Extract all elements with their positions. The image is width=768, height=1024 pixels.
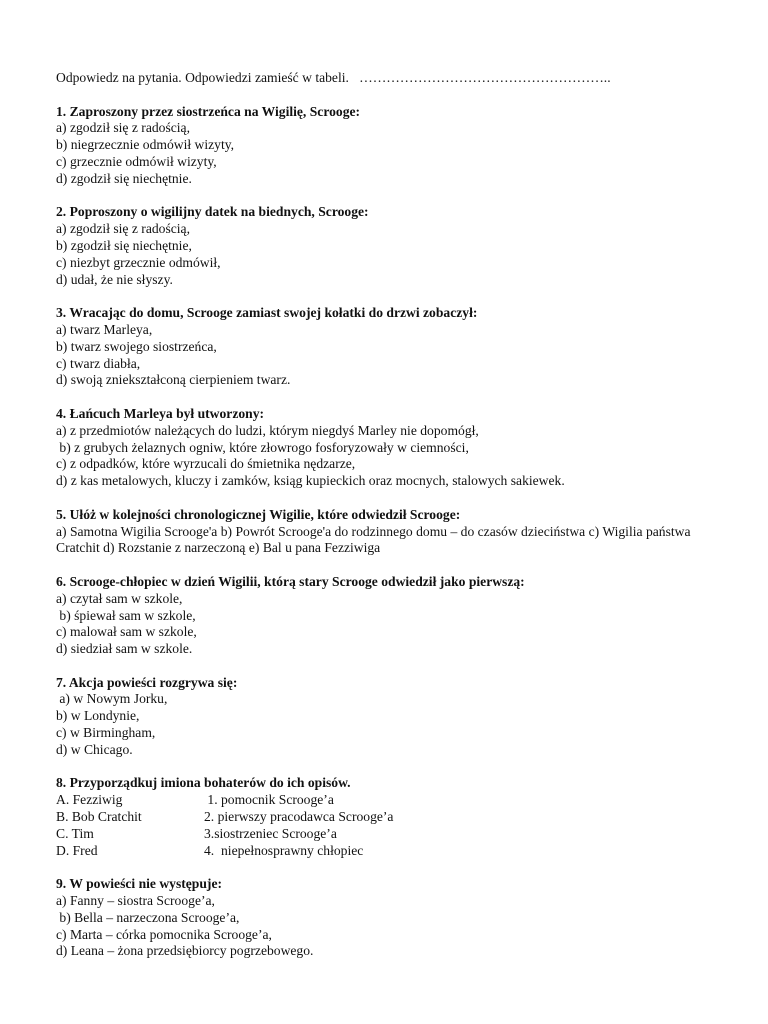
answer-d: d) w Chicago. [56,741,133,757]
question-title: 1. Zaproszony przez siostrzeńca na Wigilię, Scrooge: [56,103,361,119]
answer-d: d) udał, że nie słyszy. [56,271,173,287]
question-title: 4. Łańcuch Marleya był utworzony: [56,405,265,421]
match-row [56,826,746,843]
answer-c: c) Marta – córka pomocnika Scrooge’a, [56,926,272,942]
match-name: A. Fezziwig [56,792,123,808]
answer-b: b) twarz swojego siostrzeńca, [56,338,217,354]
answer-c: c) grzecznie odmówił wizyty, [56,153,217,169]
answer-d: d) swoją zniekształconą cierpieniem twarz. [56,372,291,388]
question-title: 3. Wracając do domu, Scrooge zamiast swojej kołatki do drzwi zobaczył: [56,305,478,321]
match-name: C. Tim [56,825,94,841]
question-title: 6. Scrooge-chłopiec w dzień Wigilii, którą stary Scrooge odwiedził jako pierwszą: [56,573,525,589]
match-row [56,809,746,826]
question-title: 7. Akcja powieści rozgrywa się: [56,674,238,690]
match-row [56,792,746,809]
answer-a: a) twarz Marleya, [56,321,153,337]
question-title: 5. Ułóż w kolejności chronologicznej Wigilie, które odwiedził Scrooge: [56,506,461,522]
answer-a: a) zgodził się z radością, [56,221,190,237]
ordering-items: a) Samotna Wigilia Scrooge'a b) Powrót Scrooge'a do rodzinnego domu – do czasów dzieciństwa c) Wigilia państwa Cratchit d) Rozstanie z narzeczoną e) Bal u pana Fezziwiga [56,523,691,556]
answer-a: a) z przedmiotów należących do ludzi, którym niegdyś Marley nie dopomógł, [56,422,479,438]
answer-b: b) z grubych żelaznych ogniw, które złowrogo fosforyzowały w ciemności, [56,439,469,455]
question-title: 8. Przyporządkuj imiona bohaterów do ich opisów. [56,775,351,791]
question-title: 2. Poproszony o wigilijny datek na biednych, Scrooge: [56,204,369,220]
question-7 [56,675,746,759]
answer-b: b) niegrzecznie odmówił wizyty, [56,137,235,153]
question-3 [56,305,746,389]
match-name: B. Bob Cratchit [56,809,142,825]
question-title: 9. W powieści nie występuje: [56,876,223,892]
answer-c: c) malował sam w szkole, [56,624,197,640]
answer-a: a) Fanny – siostra Scrooge’a, [56,893,215,909]
match-description: 3.siostrzeniec Scrooge’a [204,825,337,841]
answer-b: b) w Londynie, [56,708,140,724]
match-row [56,843,746,860]
answer-a: a) zgodził się z radością, [56,120,190,136]
question-4 [56,406,746,490]
answer-b: b) śpiewał sam w szkole, [56,607,196,623]
match-name: D. Fred [56,842,98,858]
answer-b: b) zgodził się niechętnie, [56,237,192,253]
answer-d: d) Leana – żona przedsiębiorcy pogrzebowego. [56,943,314,959]
question-8 [56,775,746,859]
answer-c: c) z odpadków, które wyrzucali do śmietnika nędzarze, [56,456,356,472]
answer-c: c) niezbyt grzecznie odmówił, [56,254,221,270]
instruction: Odpowiedz na pytania. Odpowiedzi zamieść w tabeli. ……………………………………………….. [56,70,611,85]
worksheet [56,70,746,960]
answer-d: d) z kas metalowych, kluczy i zamków, ksiąg kupieckich oraz mocnych, stalowych sakiewek. [56,473,565,489]
answer-c: c) twarz diabła, [56,355,141,371]
question-2 [56,204,746,288]
question-5 [56,507,746,557]
match-description: 2. pierwszy pracodawca Scrooge’a [204,809,394,825]
answer-a: a) czytał sam w szkole, [56,590,183,606]
answer-d: d) zgodził się niechętnie. [56,170,192,186]
match-description: 1. pomocnik Scrooge’a [204,792,334,808]
answer-d: d) siedział sam w szkole. [56,641,193,657]
question-1 [56,104,746,188]
answer-b: b) Bella – narzeczona Scrooge’a, [56,909,240,925]
question-9 [56,876,746,960]
answer-c: c) w Birmingham, [56,725,156,741]
match-description: 4. niepełnosprawny chłopiec [204,842,364,858]
answer-a: a) w Nowym Jorku, [56,691,168,707]
question-6 [56,574,746,658]
